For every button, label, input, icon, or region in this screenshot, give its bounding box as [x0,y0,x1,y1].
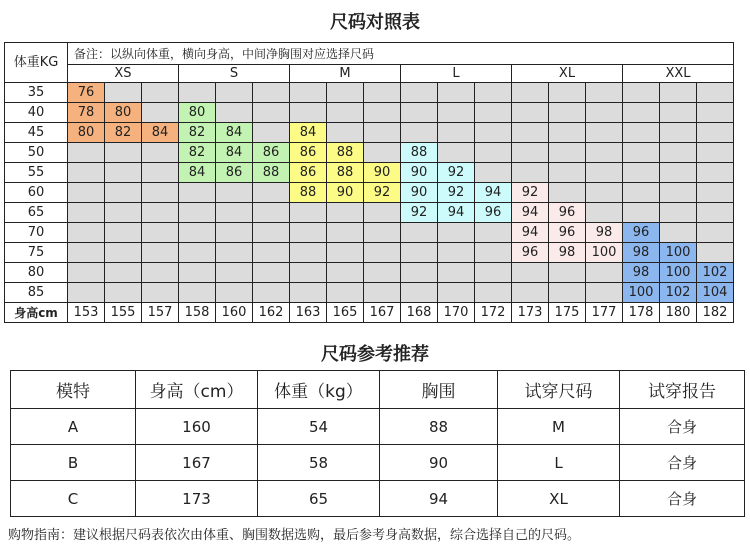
empty-cell [253,183,290,203]
empty-cell [327,263,364,283]
empty-cell [142,83,179,103]
empty-cell [253,203,290,223]
chest-cell-s: 82 [179,123,216,143]
height-cell: 162 [253,303,290,323]
weight-row [5,123,734,143]
chest-cell-l: 90 [401,183,438,203]
recommend-cell: 65 [258,481,380,517]
chest-cell-l: 92 [438,183,475,203]
empty-cell [364,223,401,243]
empty-cell [290,103,327,123]
chest-cell-xxl: 104 [697,283,734,303]
chest-cell-l: 94 [475,183,512,203]
empty-cell [216,83,253,103]
empty-cell [142,263,179,283]
chest-cell-s: 86 [216,163,253,183]
recommend-row [11,445,745,481]
height-cell: 168 [401,303,438,323]
empty-cell [586,203,623,223]
empty-cell [512,123,549,143]
empty-cell [623,83,660,103]
empty-cell [438,123,475,143]
empty-cell [401,263,438,283]
height-cell: 167 [364,303,401,323]
weight-cell: 70 [5,223,68,243]
size-header-xxl: XXL [623,65,734,83]
recommend-cell: 合身 [620,481,745,517]
chest-cell-xxl: 98 [623,263,660,283]
weight-row [5,163,734,183]
weight-cell: 55 [5,163,68,183]
empty-cell [549,283,586,303]
recommend-row [11,409,745,445]
empty-cell [364,203,401,223]
chest-cell-xxl: 100 [623,283,660,303]
empty-cell [179,223,216,243]
empty-cell [179,263,216,283]
height-cell: 153 [68,303,105,323]
empty-cell [216,223,253,243]
empty-cell [142,223,179,243]
height-cell: 175 [549,303,586,323]
chest-cell-xs: 80 [105,103,142,123]
recommend-cell: 合身 [620,445,745,481]
chest-cell-m: 88 [327,163,364,183]
height-cell: 160 [216,303,253,323]
chest-cell-xxl: 100 [660,263,697,283]
chest-cell-xxl: 98 [623,243,660,263]
weight-cell: 45 [5,123,68,143]
empty-cell [105,243,142,263]
empty-cell [290,283,327,303]
weight-cell: 40 [5,103,68,123]
empty-cell [660,183,697,203]
empty-cell [512,143,549,163]
empty-cell [697,243,734,263]
chest-cell-xl: 94 [512,203,549,223]
empty-cell [68,183,105,203]
height-cell: 163 [290,303,327,323]
chest-cell-m: 86 [290,143,327,163]
empty-cell [364,143,401,163]
empty-cell [68,223,105,243]
empty-cell [549,83,586,103]
empty-cell [475,123,512,143]
chest-cell-s: 86 [253,143,290,163]
recommend-title: 尺码参考推荐 [321,344,429,365]
empty-cell [142,103,179,123]
empty-cell [364,263,401,283]
empty-cell [697,143,734,163]
empty-cell [68,203,105,223]
chest-cell-m: 90 [364,163,401,183]
empty-cell [660,123,697,143]
empty-cell [660,143,697,163]
empty-cell [475,243,512,263]
empty-cell [253,243,290,263]
chest-cell-m: 88 [327,143,364,163]
recommend-header-cell: 模特 [11,371,136,409]
height-cell: 155 [105,303,142,323]
empty-cell [697,123,734,143]
recommend-cell: 58 [258,445,380,481]
recommend-cell: L [498,445,620,481]
empty-cell [660,203,697,223]
recommend-cell: 90 [380,445,498,481]
recommend-cell: M [498,409,620,445]
empty-cell [475,263,512,283]
empty-cell [586,143,623,163]
empty-cell [364,123,401,143]
empty-cell [105,223,142,243]
chest-cell-s: 84 [216,143,253,163]
empty-cell [549,123,586,143]
chest-cell-xl: 96 [512,243,549,263]
empty-cell [327,123,364,143]
empty-cell [401,283,438,303]
empty-cell [68,243,105,263]
empty-cell [512,283,549,303]
empty-cell [586,283,623,303]
empty-cell [68,263,105,283]
empty-cell [623,183,660,203]
size-header-xs: XS [68,65,179,83]
empty-cell [253,83,290,103]
height-cell: 158 [179,303,216,323]
empty-cell [660,103,697,123]
empty-cell [475,83,512,103]
chest-cell-xl: 96 [549,223,586,243]
empty-cell [327,243,364,263]
empty-cell [105,163,142,183]
chest-cell-l: 92 [438,163,475,183]
empty-cell [438,103,475,123]
recommend-cell: B [11,445,136,481]
weight-cell: 75 [5,243,68,263]
empty-cell [623,103,660,123]
empty-cell [512,263,549,283]
empty-cell [68,283,105,303]
recommend-cell: A [11,409,136,445]
chest-cell-m: 84 [290,123,327,143]
empty-cell [438,83,475,103]
empty-cell [216,243,253,263]
empty-cell [142,283,179,303]
empty-cell [327,203,364,223]
empty-cell [216,183,253,203]
weight-row [5,243,734,263]
chest-cell-l: 92 [401,203,438,223]
empty-cell [179,183,216,203]
empty-cell [697,183,734,203]
empty-cell [549,163,586,183]
chest-cell-m: 86 [290,163,327,183]
empty-cell [438,243,475,263]
empty-cell [253,283,290,303]
shopping-guide: 购物指南：建议根据尺码表依次由体重、胸围数据选购，最后参考身高数据，综合选择自己的尺码。 [8,528,581,543]
height-cell: 178 [623,303,660,323]
empty-cell [623,143,660,163]
empty-cell [142,243,179,263]
chest-cell-m: 92 [364,183,401,203]
empty-cell [401,103,438,123]
chest-cell-xl: 92 [512,183,549,203]
weight-row [5,283,734,303]
empty-cell [549,183,586,203]
recommend-cell: 173 [136,481,258,517]
recommend-cell: 54 [258,409,380,445]
empty-cell [253,223,290,243]
empty-cell [438,283,475,303]
empty-cell [105,83,142,103]
empty-cell [401,243,438,263]
empty-cell [475,103,512,123]
empty-cell [290,203,327,223]
height-cell: 177 [586,303,623,323]
recommend-header-cell: 试穿报告 [620,371,745,409]
empty-cell [549,263,586,283]
empty-cell [253,263,290,283]
empty-cell [364,103,401,123]
chest-cell-l: 94 [438,203,475,223]
empty-cell [660,163,697,183]
weight-row [5,83,734,103]
chest-cell-m: 88 [290,183,327,203]
weight-row [5,263,734,283]
empty-cell [364,243,401,263]
empty-cell [142,143,179,163]
size-header-l: L [401,65,512,83]
chest-cell-xl: 98 [586,223,623,243]
empty-cell [512,83,549,103]
height-cell: 170 [438,303,475,323]
empty-cell [475,163,512,183]
chest-cell-xs: 76 [68,83,105,103]
recommend-cell: XL [498,481,620,517]
chest-cell-xs: 80 [68,123,105,143]
chest-cell-s: 84 [216,123,253,143]
recommend-header-row [11,371,745,409]
recommend-row [11,481,745,517]
chest-cell-l: 88 [401,143,438,163]
empty-cell [142,203,179,223]
empty-cell [549,143,586,163]
empty-cell [549,103,586,123]
empty-cell [253,103,290,123]
recommend-header-cell: 体重（kg） [258,371,380,409]
height-cell: 165 [327,303,364,323]
empty-cell [623,203,660,223]
chest-cell-xxl: 96 [623,223,660,243]
empty-cell [327,223,364,243]
recommend-cell: 167 [136,445,258,481]
empty-cell [179,83,216,103]
size-header-s: S [179,65,290,83]
size-header-xl: XL [512,65,623,83]
chest-cell-s: 88 [253,163,290,183]
empty-cell [586,103,623,123]
chest-cell-xl: 100 [586,243,623,263]
empty-cell [105,203,142,223]
empty-cell [216,263,253,283]
chest-cell-l: 90 [401,163,438,183]
weight-row [5,223,734,243]
empty-cell [586,183,623,203]
empty-cell [253,123,290,143]
chest-cell-xs: 78 [68,103,105,123]
chest-cell-xxl: 102 [697,263,734,283]
empty-cell [623,163,660,183]
weight-cell: 80 [5,263,68,283]
weight-row [5,203,734,223]
height-cell: 173 [512,303,549,323]
weight-cell: 65 [5,203,68,223]
empty-cell [105,143,142,163]
chest-cell-xl: 94 [512,223,549,243]
empty-cell [216,103,253,123]
empty-cell [586,163,623,183]
recommend-cell: 160 [136,409,258,445]
weight-row [5,103,734,123]
empty-cell [327,283,364,303]
weight-cell: 85 [5,283,68,303]
chest-cell-s: 84 [179,163,216,183]
empty-cell [438,263,475,283]
recommend-cell: 88 [380,409,498,445]
size-chart-title: 尺码对照表 [330,12,420,33]
chest-cell-s: 80 [179,103,216,123]
recommend-cell: 合身 [620,409,745,445]
empty-cell [68,143,105,163]
empty-cell [697,83,734,103]
empty-cell [290,223,327,243]
empty-cell [438,223,475,243]
height-cell: 180 [660,303,697,323]
empty-cell [401,223,438,243]
empty-cell [401,123,438,143]
height-cell: 182 [697,303,734,323]
empty-cell [216,203,253,223]
chest-cell-xl: 96 [549,203,586,223]
empty-cell [586,123,623,143]
size-chart-table [4,42,734,323]
empty-cell [179,203,216,223]
chest-cell-xxl: 102 [660,283,697,303]
chest-cell-xs: 84 [142,123,179,143]
empty-cell [697,203,734,223]
empty-cell [142,183,179,203]
empty-cell [105,263,142,283]
weight-cell: 60 [5,183,68,203]
empty-cell [290,83,327,103]
chest-cell-xs: 82 [105,123,142,143]
empty-cell [105,283,142,303]
height-cell: 157 [142,303,179,323]
empty-cell [586,83,623,103]
size-header-m: M [290,65,401,83]
recommend-table [10,370,745,517]
empty-cell [290,263,327,283]
empty-cell [105,183,142,203]
recommend-header-cell: 试穿尺码 [498,371,620,409]
recommend-header-cell: 胸围 [380,371,498,409]
empty-cell [586,263,623,283]
weight-cell: 35 [5,83,68,103]
empty-cell [216,283,253,303]
chest-cell-m: 90 [327,183,364,203]
chest-cell-xl: 98 [549,243,586,263]
empty-cell [401,83,438,103]
empty-cell [512,103,549,123]
weight-row [5,183,734,203]
empty-cell [290,243,327,263]
empty-cell [697,223,734,243]
height-cell: 172 [475,303,512,323]
height-header: 身高cm [5,303,68,323]
empty-cell [179,243,216,263]
weight-header: 体重KG [5,43,68,83]
weight-row [5,143,734,163]
empty-cell [660,83,697,103]
recommend-cell: C [11,481,136,517]
empty-cell [438,143,475,163]
empty-cell [475,283,512,303]
empty-cell [623,123,660,143]
empty-cell [142,163,179,183]
recommend-header-cell: 身高（cm） [136,371,258,409]
empty-cell [697,163,734,183]
chest-cell-xxl: 100 [660,243,697,263]
empty-cell [475,143,512,163]
chest-cell-s: 82 [179,143,216,163]
empty-cell [179,283,216,303]
weight-cell: 50 [5,143,68,163]
empty-cell [364,283,401,303]
empty-cell [512,163,549,183]
empty-cell [364,83,401,103]
empty-cell [697,103,734,123]
empty-cell [68,163,105,183]
empty-cell [327,83,364,103]
empty-cell [660,223,697,243]
chart-note: 备注：以纵向体重，横向身高，中间净胸围对应选择尺码 [68,43,734,65]
chest-cell-l: 96 [475,203,512,223]
empty-cell [327,103,364,123]
recommend-cell: 94 [380,481,498,517]
empty-cell [475,223,512,243]
